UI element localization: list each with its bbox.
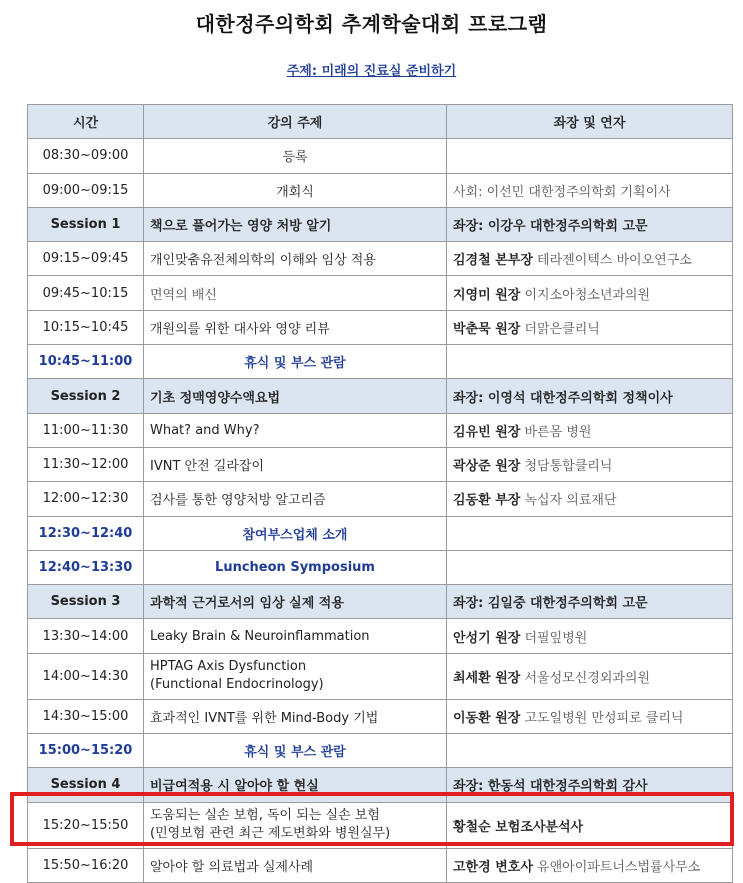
speaker-name: 안성기 원장: [453, 630, 521, 646]
speaker-affiliation: 이지소아청소년과의원: [524, 287, 651, 303]
speaker-affiliation: 청담통합클리닉: [524, 459, 613, 475]
session-label: Session 3: [28, 585, 144, 619]
table-row: [28, 310, 733, 344]
row-time: 11:00~11:30: [28, 413, 144, 447]
row-speaker: 사회: 이선민 대한정주의학회 기획이사: [447, 173, 733, 207]
speaker-name: 고한경 변호사: [453, 859, 533, 875]
table-row: [28, 242, 733, 276]
page-title: 대한정주의학회 추계학술대회 프로그램: [195, 12, 548, 36]
row-topic: [144, 802, 447, 848]
row-time: 10:45~11:00: [28, 345, 144, 379]
program-table: [27, 104, 733, 883]
speaker-affiliation: 고도일병원 만성피로 클리닉: [524, 710, 684, 726]
table-row: [28, 482, 733, 516]
topic-line-2: (민영보험 관련 최근 제도변화와 병원실무): [150, 826, 391, 842]
row-topic: 검사를 통한 영양처방 알고리즘: [144, 482, 447, 516]
row-speaker: [447, 699, 733, 733]
row-time: 10:15~10:45: [28, 310, 144, 344]
speaker-affiliation: 테라젠이텍스 바이오연구소: [537, 253, 692, 269]
session-chair: 좌장: 김일중 대한정주의학회 고문: [447, 585, 733, 619]
row-speaker: [447, 802, 733, 848]
table-row: [28, 802, 733, 848]
speaker-name: 곽상준 원장: [453, 459, 521, 475]
session-label: Session 2: [28, 379, 144, 413]
row-time: 14:30~15:00: [28, 699, 144, 733]
row-speaker: [447, 482, 733, 516]
table-row: [28, 848, 733, 882]
speaker-affiliation: 유앤아이파트너스법률사무소: [537, 859, 701, 875]
speaker-affiliation: 더필잎병원: [524, 630, 588, 646]
row-topic: 참여부스업체 소개: [144, 516, 447, 550]
table-row: [28, 173, 733, 207]
table-row: [28, 413, 733, 447]
row-topic: 개인맞춤유전체의학의 이해와 임상 적용: [144, 242, 447, 276]
speaker-name: 김경철 본부장: [453, 253, 533, 269]
speaker-name: 황철순 보험조사분석사: [453, 819, 584, 835]
session-row: [28, 585, 733, 619]
break-row: [28, 734, 733, 768]
row-time: 09:00~09:15: [28, 173, 144, 207]
row-time: 13:30~14:00: [28, 619, 144, 653]
speaker-name: 김동환 부장: [453, 493, 521, 509]
row-topic: 개회식: [144, 173, 447, 207]
row-topic: 등록: [144, 139, 447, 173]
row-time: 09:15~09:45: [28, 242, 144, 276]
session-topic: 책으로 풀어가는 영양 처방 알기: [144, 207, 447, 241]
row-topic: What? and Why?: [144, 413, 447, 447]
row-speaker: [447, 550, 733, 584]
session-chair: 좌장: 이강우 대한정주의학회 고문: [447, 207, 733, 241]
row-time: 12:30~12:40: [28, 516, 144, 550]
row-speaker: [447, 516, 733, 550]
table-header-row: [28, 105, 733, 139]
table-row: [28, 447, 733, 481]
session-row: [28, 379, 733, 413]
row-speaker: [447, 242, 733, 276]
row-time: 14:00~14:30: [28, 653, 144, 699]
row-speaker: [447, 653, 733, 699]
speaker-name: 박춘묵 원장: [453, 321, 521, 337]
row-topic: 효과적인 IVNT를 위한 Mind-Body 기법: [144, 699, 447, 733]
row-time: 15:50~16:20: [28, 848, 144, 882]
row-speaker: [447, 276, 733, 310]
break-row: [28, 550, 733, 584]
table-row: [28, 653, 733, 699]
row-speaker: [447, 139, 733, 173]
session-row: [28, 768, 733, 802]
session-chair: 좌장: 이영석 대한정주의학회 정책이사: [447, 379, 733, 413]
session-row: [28, 207, 733, 241]
row-topic: 휴식 및 부스 관람: [144, 345, 447, 379]
session-label: Session 4: [28, 768, 144, 802]
speaker-affiliation: 바른몸 병원: [524, 424, 592, 440]
row-topic: 개원의를 위한 대사와 영양 리뷰: [144, 310, 447, 344]
row-time: 12:40~13:30: [28, 550, 144, 584]
speaker-name: 지영미 원장: [453, 287, 521, 303]
break-row: [28, 516, 733, 550]
table-row: [28, 619, 733, 653]
table-row: [28, 276, 733, 310]
session-label: Session 1: [28, 207, 144, 241]
row-time: 15:00~15:20: [28, 734, 144, 768]
break-row: [28, 345, 733, 379]
row-time: 15:20~15:50: [28, 802, 144, 848]
topic-line-2: (Functional Endocrinology): [150, 677, 324, 693]
row-time: 09:45~10:15: [28, 276, 144, 310]
speaker-name: 최세환 원장: [453, 670, 521, 686]
header-speaker: 좌장 및 연자: [447, 105, 733, 139]
row-topic: Leaky Brain & Neuroinflammation: [144, 619, 447, 653]
row-speaker: [447, 848, 733, 882]
header-topic: 강의 주제: [144, 105, 447, 139]
speaker-affiliation: 서울성모신경외과의원: [524, 670, 651, 686]
row-topic: Luncheon Symposium: [144, 550, 447, 584]
session-topic: 비급여적용 시 알아야 할 현실: [144, 768, 447, 802]
table-row: [28, 699, 733, 733]
session-topic: 과학적 근거로서의 임상 실제 적용: [144, 585, 447, 619]
speaker-name: 이동환 원장: [453, 710, 521, 726]
session-chair: 좌장: 한동석 대한정주의학회 감사: [447, 768, 733, 802]
row-speaker: [447, 345, 733, 379]
topic-line-1: HPTAG Axis Dysfunction: [150, 659, 307, 675]
topic-line-1: 도움되는 실손 보험, 독이 되는 실손 보험: [150, 808, 380, 824]
program-theme: 주제: 미래의 진료실 준비하기: [286, 64, 457, 79]
row-topic: IVNT 안전 길라잡이: [144, 447, 447, 481]
row-speaker: [447, 734, 733, 768]
row-speaker: [447, 447, 733, 481]
table-row: [28, 139, 733, 173]
row-speaker: [447, 619, 733, 653]
row-speaker: [447, 310, 733, 344]
row-time: 12:00~12:30: [28, 482, 144, 516]
row-topic: 면역의 배신: [144, 276, 447, 310]
row-time: 11:30~12:00: [28, 447, 144, 481]
speaker-affiliation: 녹십자 의료재단: [524, 493, 617, 509]
row-time: 08:30~09:00: [28, 139, 144, 173]
speaker-name: 김유빈 원장: [453, 424, 521, 440]
row-topic: 휴식 및 부스 관람: [144, 734, 447, 768]
row-speaker: [447, 413, 733, 447]
speaker-affiliation: 더맑은클리닉: [524, 321, 600, 337]
session-topic: 기초 정맥영양수액요법: [144, 379, 447, 413]
row-topic: [144, 653, 447, 699]
row-topic: 알아야 할 의료법과 실제사례: [144, 848, 447, 882]
header-time: 시간: [28, 105, 144, 139]
